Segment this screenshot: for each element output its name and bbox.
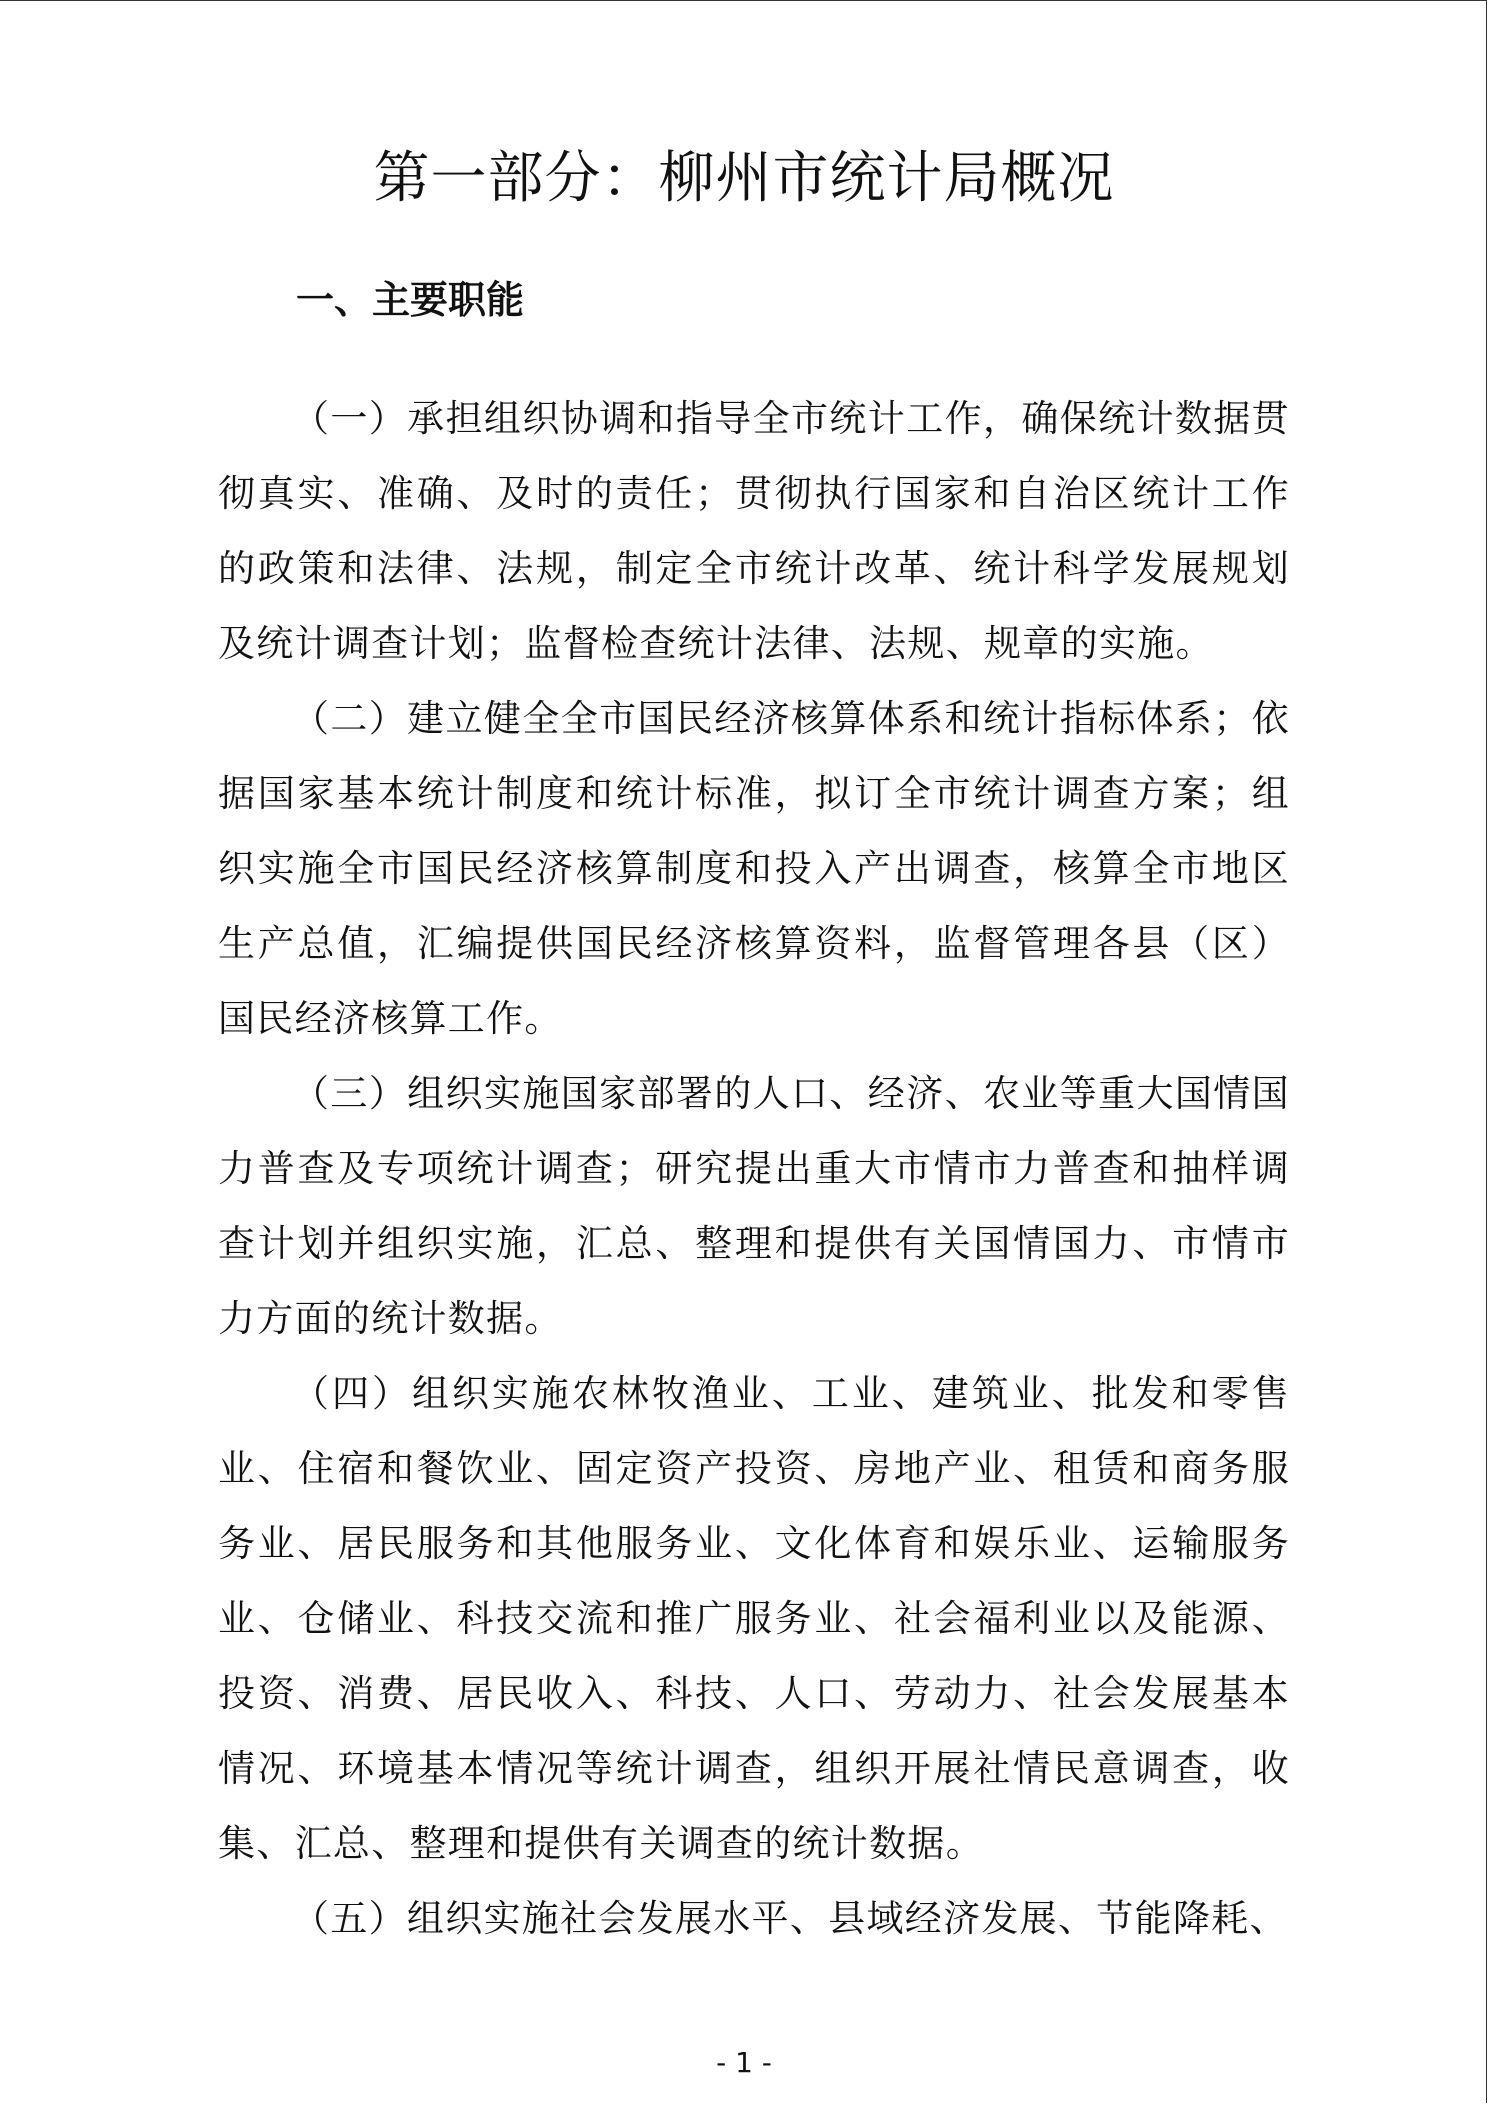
page-number: - 1 - [716,2046,772,2079]
document-body [218,381,1290,1956]
section-heading: 一、主要职能 [296,278,525,322]
paragraph-2: （二）建立健全全市国民经济核算体系和统计指标体系；依据国家基本统计制度和统计标准，拟订全市统计调查方案；组织实施全市国民经济核算制度和投入产出调查，核算全市地区生产总值，汇编提供国民经济核算资料，监督管理各县（区）国民经济核算工作。 [218,697,1290,1040]
paragraph-4: （四）组织实施农林牧渔业、工业、建筑业、批发和零售业、住宿和餐饮业、固定资产投资、房地产业、租赁和商务服务业、居民服务和其他服务业、文化体育和娱乐业、运输服务业、仓储业、科技交流和推广服务业、社会福利业以及能源、投资、消费、居民收入、科技、人口、劳动力、社会发展基本情况、环境基本情况等统计调查，组织开展社情民意调查，收集、汇总、整理和提供有关调查的统计数据。 [218,1372,1290,1865]
paragraph-3: （三）组织实施国家部署的人口、经济、农业等重大国情国力普查及专项统计调查；研究提出重大市情市力普查和抽样调查计划并组织实施，汇总、整理和提供有关国情国力、市情市力方面的统计数据。 [218,1072,1290,1340]
paragraph-1: （一）承担组织协调和指导全市统计工作，确保统计数据贯彻真实、准确、及时的责任；贯彻执行国家和自治区统计工作的政策和法律、法规，制定全市统计改革、统计科学发展规划及统计调查计划；监督检查统计法律、法规、规章的实施。 [218,397,1290,665]
paragraph-5: （五）组织实施社会发展水平、县域经济发展、节能降耗、 [292,1897,1288,1940]
page-title: 第一部分：柳州市统计局概况 [373,146,1115,211]
